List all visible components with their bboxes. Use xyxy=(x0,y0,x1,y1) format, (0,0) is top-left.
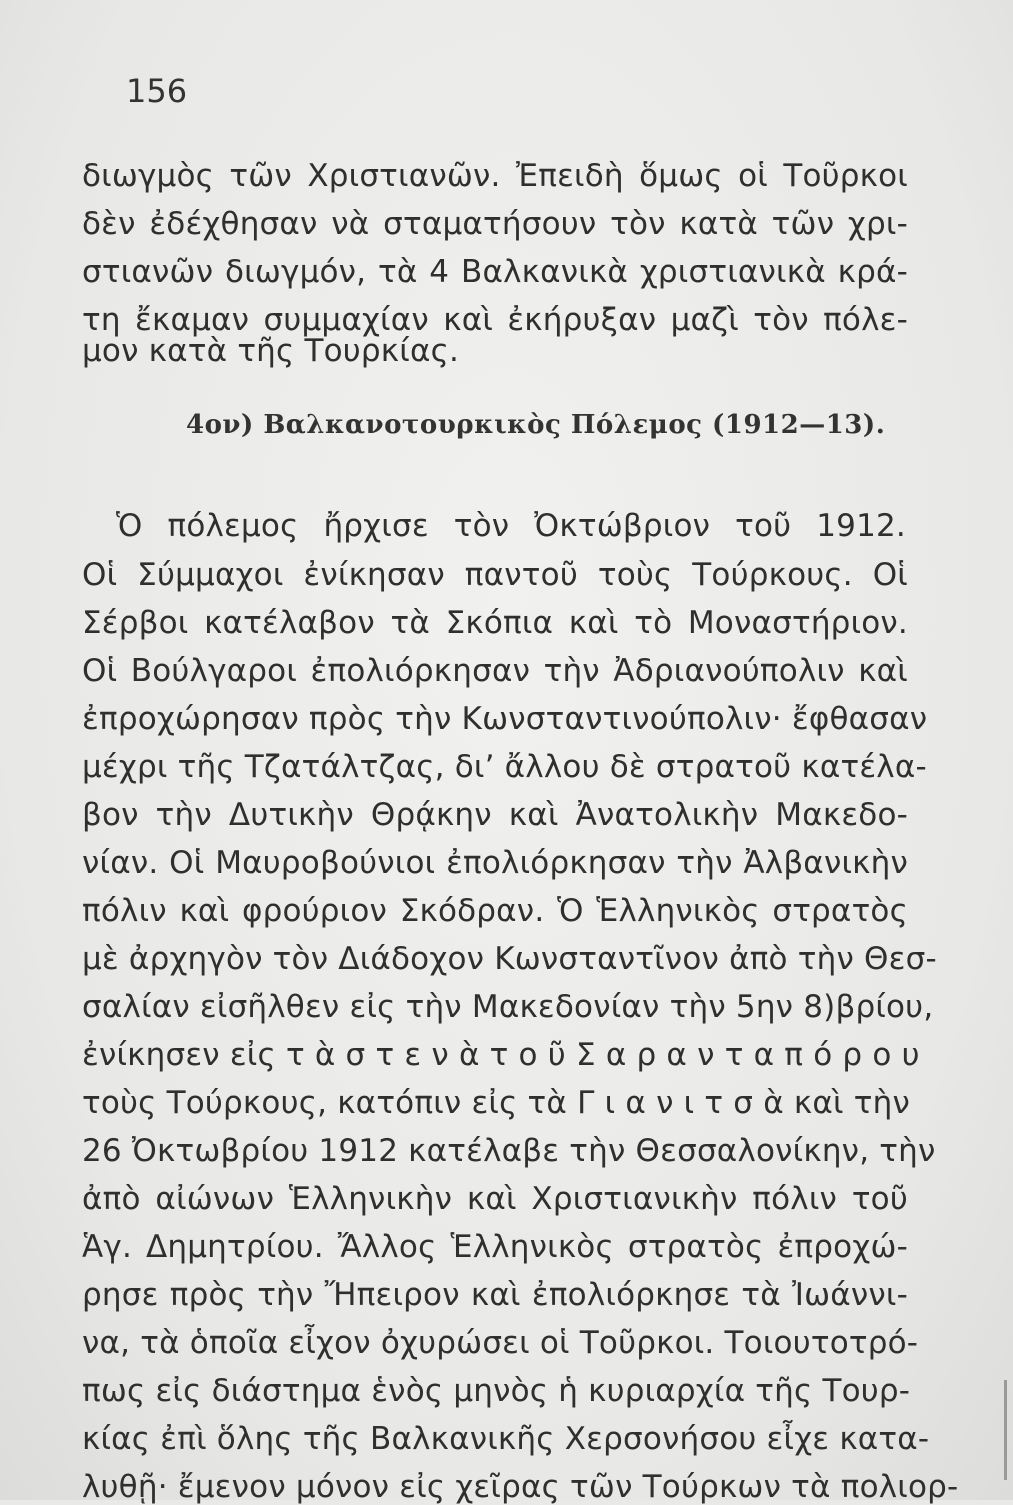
text-line: σαλίαν εἰσῆλθεν εἰς τὴν Μακεδονίαν τὴν 5ην 8)βρίου, xyxy=(82,989,934,1025)
text-line: λυθῇ· ἔμενον μόνον εἰς χεῖρας τῶν Τούρκων τὰ πολιορ- xyxy=(82,1469,959,1505)
text-line: πως εἰς διάστημα ἑνὸς μηνὸς ἡ κυριαρχία τῆς Τουρ- xyxy=(82,1373,911,1409)
text-line: ρησε πρὸς τὴν Ἤπειρον καὶ ἐπολιόρκησε τὰ Ἰωάννι- xyxy=(82,1277,908,1313)
text-line: Ὁ πόλεμος ἤρχισε τὸν Ὀκτώβριον τοῦ 1912. xyxy=(116,508,906,544)
text-line: να, τὰ ὁποῖα εἶχον ὀχυρώσει οἱ Τοῦρκοι. Τοιουτοτρό- xyxy=(82,1325,919,1361)
text-line: διωγμὸς τῶν Χριστιανῶν. Ἐπειδὴ ὅμως οἱ Τοῦρκοι xyxy=(82,158,908,194)
text-line: δὲν ἐδέχθησαν νὰ σταματήσουν τὸν κατὰ τῶν χρι- xyxy=(82,206,908,242)
page-edge-shadow xyxy=(1004,1380,1007,1480)
text-line: κίας ἐπὶ ὅλης τῆς Βαλκανικῆς Χερσονήσου εἶχε κατα- xyxy=(82,1421,930,1457)
text-line: νίαν. Οἱ Μαυροβούνιοι ἐπολιόρκησαν τὴν Ἀλβανικὴν xyxy=(82,845,908,881)
section-heading: 4ον) Βαλκανοτουρκικὸς Πόλεμος (1912—13). xyxy=(186,410,886,440)
text-line: μὲ ἀρχηγὸν τὸν Διάδοχον Κωνσταντῖνον ἀπὸ τὴν Θεσ- xyxy=(82,941,937,977)
text-line: Σέρβοι κατέλαβον τὰ Σκόπια καὶ τὸ Μοναστήριον. xyxy=(82,605,908,641)
text-line: Οἱ Σύμμαχοι ἐνίκησαν παντοῦ τοὺς Τούρκους. Οἱ xyxy=(82,557,908,593)
text-line: μέχρι τῆς Τζατάλτζας, δι’ ἄλλου δὲ στρατοῦ κατέλα- xyxy=(82,749,927,785)
text-line: ἀπὸ αἰώνων Ἑλληνικὴν καὶ Χριστιανικὴν πόλιν τοῦ xyxy=(82,1181,908,1217)
text-line: τη ἔκαμαν συμμαχίαν καὶ ἐκήρυξαν μαζὶ τὸν πόλε- xyxy=(82,302,908,338)
text-line: τοὺς Τούρκους, κατόπιν εἰς τὰ Γ ι α ν ι τ σ ὰ καὶ τὴν xyxy=(82,1085,910,1121)
text-line: ἐπροχώρησαν πρὸς τὴν Κωνσταντινούπολιν· ἔφθασαν xyxy=(82,701,928,737)
text-line: Οἱ Βούλγαροι ἐπολιόρκησαν τὴν Ἀδριανούπολιν καὶ xyxy=(82,653,908,689)
text-line: βον τὴν Δυτικὴν Θρᾴκην καὶ Ἀνατολικὴν Μακεδο- xyxy=(82,797,908,833)
text-line: μον κατὰ τῆς Τουρκίας. xyxy=(82,333,460,369)
page-number: 156 xyxy=(126,72,188,110)
text-line: 26 Ὀκτωβρίου 1912 κατέλαβε τὴν Θεσσαλονίκην, τὴν xyxy=(82,1133,936,1169)
text-line: Ἁγ. Δημητρίου. Ἄλλος Ἑλληνικὸς στρατὸς ἐπροχώ- xyxy=(82,1229,908,1265)
text-line: ἐνίκησεν εἰς τ ὰ σ τ ε ν ὰ τ ο ῦ Σ α ρ α ν τ α π ό ρ ο υ xyxy=(82,1037,920,1073)
text-line: πόλιν καὶ φρούριον Σκόδραν. Ὁ Ἑλληνικὸς στρατὸς xyxy=(82,893,908,929)
text-line: στιανῶν διωγμόν, τὰ 4 Βαλκανικὰ χριστιανικὰ κρά- xyxy=(82,254,908,290)
